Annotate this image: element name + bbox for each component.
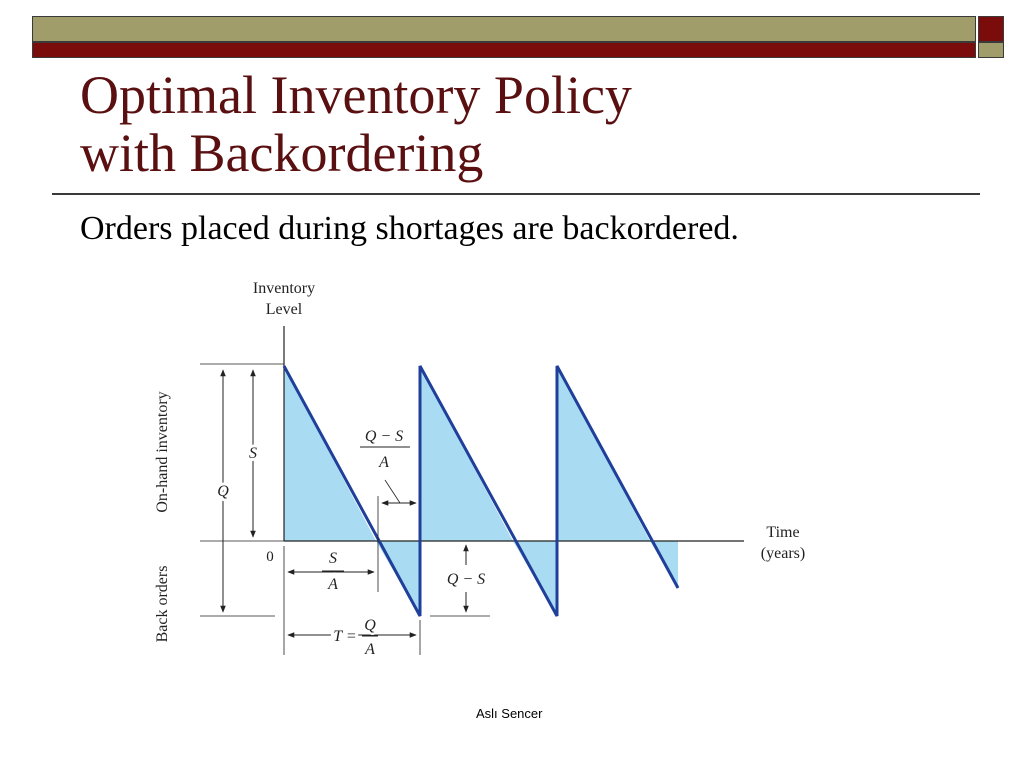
- q-minus-s-label: Q − S: [446, 571, 486, 588]
- q-minus-s-over-a-numerator: Q − S: [364, 428, 404, 445]
- x-axis-label-line1: Time: [766, 524, 800, 541]
- y-axis-label-line2: Level: [265, 301, 303, 318]
- y-axis-label-line1: Inventory: [252, 280, 316, 297]
- q-minus-s-over-a-denominator: A: [379, 454, 389, 471]
- s-over-a-numerator: S: [329, 550, 337, 567]
- slide-footer-author: Aslı Sencer: [476, 706, 543, 721]
- title-line-2: with Backordering: [80, 123, 484, 183]
- q-label: Q: [217, 483, 229, 500]
- t-denominator: A: [365, 641, 375, 658]
- back-orders-label: Back orders: [154, 565, 171, 643]
- slide-subtitle: Orders placed during shortages are backordered.: [80, 210, 739, 247]
- s-label: S: [249, 445, 257, 462]
- q-minus-s-over-a-leader: [385, 480, 400, 503]
- origin-label: 0: [266, 549, 274, 565]
- on-hand-label: On-hand inventory: [154, 391, 171, 513]
- title-line-1: Optimal Inventory Policy: [80, 65, 632, 125]
- s-over-a-denominator: A: [328, 576, 338, 593]
- t-numerator: Q: [364, 617, 376, 634]
- x-axis-label-line2: (years): [760, 545, 806, 562]
- t-equals-label: T =: [333, 628, 357, 645]
